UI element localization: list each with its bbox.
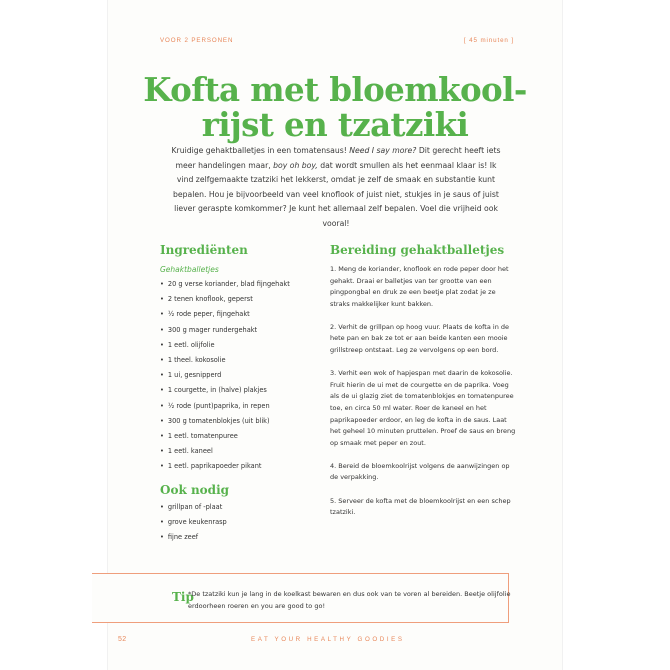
- ingredient-item: • 1 eetl. paprikapoeder pikant: [160, 459, 310, 474]
- ingredient-item: • 20 g verse koriander, blad fijngehakt: [160, 277, 310, 292]
- recipe-page: [108, 0, 562, 670]
- intro-emphasis-2: boy oh boy,: [273, 160, 318, 170]
- tip-text: *De tzatziki kun je lang in de koelkast bewaren en dus ook van te voren al bereiden. Beetje olijfolie erdoorheen roeren en you are good to go!: [188, 590, 511, 610]
- ingredient-item: • 2 tenen knoflook, geperst: [160, 292, 310, 307]
- intro-text-2: Dit gerecht heeft iets meer handelingen maar,: [175, 146, 501, 170]
- time-label: [ 45 minuten ]: [463, 37, 514, 44]
- ingredient-item: • ½ rode peper, fijngehakt: [160, 307, 310, 322]
- ingredients-heading: Ingrediënten: [160, 243, 248, 257]
- recipe-title: [108, 72, 562, 142]
- needed-item: • grillpan of -plaat: [160, 500, 310, 515]
- needed-item: • grove keukenrasp: [160, 515, 310, 530]
- needed-item: • fijne zeef: [160, 530, 310, 545]
- intro-text-1: Kruidige gehaktballetjes in een tomatensaus!: [171, 146, 347, 155]
- ingredient-item: • 1 courgette, in (halve) plakjes: [160, 383, 310, 398]
- tip-label: Tip: [172, 590, 194, 604]
- ingredient-item: • 1 theel. kokosolie: [160, 353, 310, 368]
- ingredients-subheading: Gehaktballetjes: [160, 265, 219, 274]
- title-line-1: Kofta met bloemkool-: [143, 70, 527, 109]
- preparation-step: 5. Serveer de kofta met de bloemkoolrijst en een schep tzatziki.: [330, 496, 511, 517]
- ingredients-list: [160, 277, 310, 474]
- needed-list: [160, 500, 310, 546]
- ingredient-item: • 1 ui, gesnipperd: [160, 368, 310, 383]
- ingredient-item: • 300 g tomatenblokjes (uit blik): [160, 414, 310, 429]
- preparation-step: 4. Bereid de bloemkoolrijst volgens de aanwijzingen op de verpakking.: [330, 461, 510, 482]
- intro-emphasis-1: Need I say more?: [349, 146, 417, 155]
- footer-title: EAT YOUR HEALTHY GOODIES: [251, 636, 405, 643]
- preparation-heading: Bereiding gehaktballetjes: [330, 243, 505, 257]
- ingredient-item: • 1 eetl. olijfolie: [160, 338, 310, 353]
- intro-text-3: dat wordt smullen als het eenmaal klaar is! Ik vind zelfgemaakte tzatziki het lekkerst, omdat je zelf de smaak en substantie kunt bepalen. Hou je bijvoorbeeld van veel knoflook of juist niet, stukjes in je saus of juist liever geraspte komkommer? Je kunt het allemaal zelf bepalen. Voel die vrijheid ook vooral!: [173, 160, 499, 228]
- preparation-steps: [330, 264, 516, 530]
- ingredient-item: • 1 eetl. tomatenpuree: [160, 429, 310, 444]
- ingredient-item: • ½ rode (punt)paprika, in repen: [160, 399, 310, 414]
- preparation-step: 1. Meng de koriander, knoflook en rode peper door het gehakt. Draai er balletjes van ter grootte van een pingpongbal en druk ze een beetje plat zodat je ze straks makkelijker kunt bakken.: [330, 265, 509, 308]
- needed-heading: Ook nodig: [160, 483, 230, 497]
- title-line-2: rijst en tzatziki: [201, 105, 469, 144]
- servings-label: VOOR 2 PERSONEN: [160, 37, 234, 44]
- page-number: 52: [118, 636, 127, 643]
- preparation-step: 3. Verhit een wok of hapjespan met daarin de kokosolie. Fruit hierin de ui met de courgette en de paprika. Voeg als de ui glazig ziet de tomatenblokjes en tomatenpuree toe, en circa 50 ml water. Roer de kaneel en het paprikapoeder erdoor, en leg de kofta in de saus. Laat het geheel 10 minuten pruttelen. Proef de saus en breng op smaak met peper en zout.: [330, 369, 516, 447]
- intro-paragraph: [168, 144, 504, 231]
- ingredient-item: • 300 g mager rundergehakt: [160, 323, 310, 338]
- preparation-step: 2. Verhit de grillpan op hoog vuur. Plaats de kofta in de hete pan en bak ze tot er aan beide kanten een mooie grillstreep ontstaat. Leg ze vervolgens op een bord.: [330, 322, 510, 355]
- ingredient-item: • 1 eetl. kaneel: [160, 444, 310, 459]
